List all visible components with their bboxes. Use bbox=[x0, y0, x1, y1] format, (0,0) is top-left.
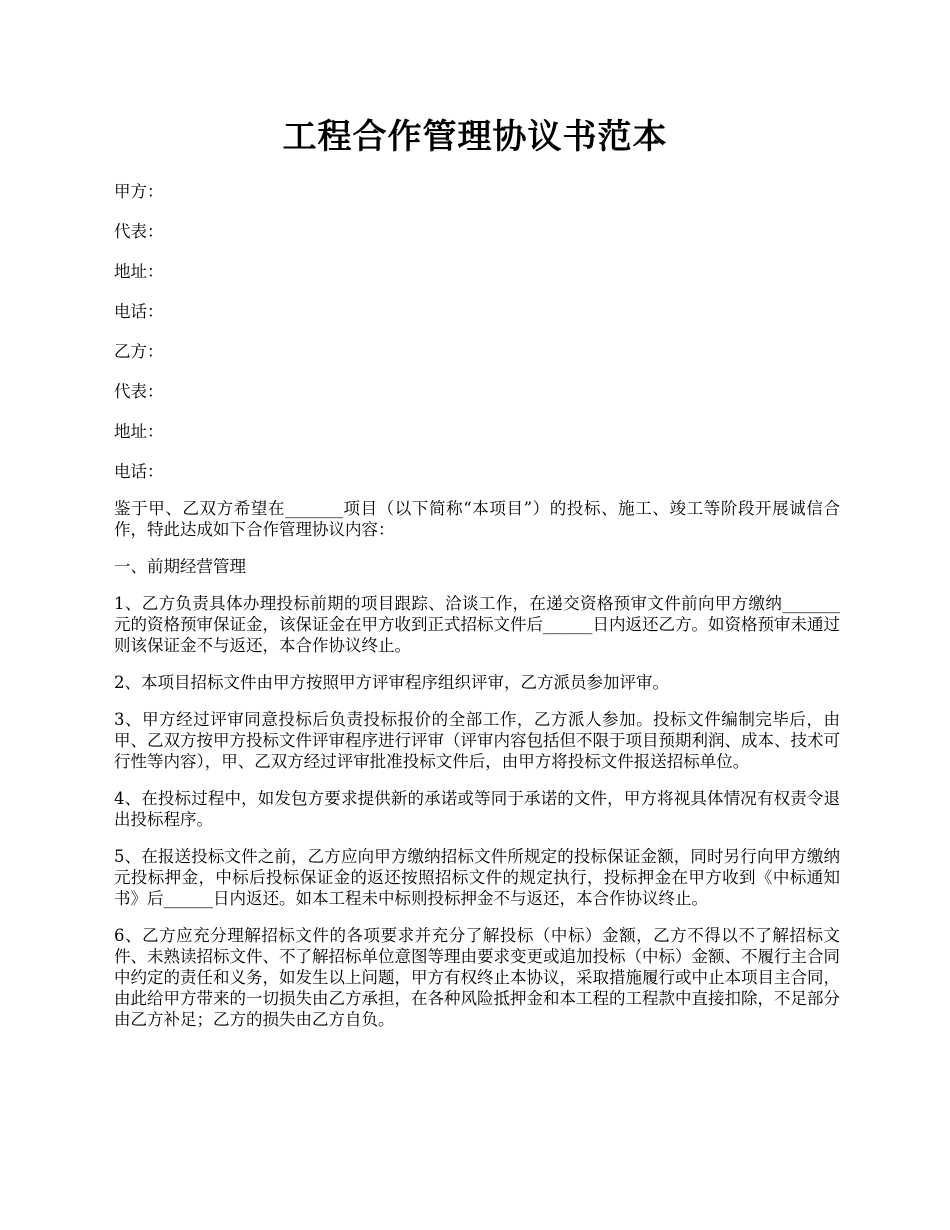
clause-1: 1、乙方负责具体办理投标前期的项目跟踪、洽谈工作，在递交资格预审文件前向甲方缴纳_______元的资格预审保证金，该保证金在甲方收到正式招标文件后______日内返还乙方。如资格预审未通过则该保证金不与返还，本合作协议终止。 bbox=[114, 594, 840, 655]
section-heading: 一、前期经营管理 bbox=[114, 557, 246, 576]
party-a-phone-label: 电话： bbox=[114, 302, 164, 321]
party-a-address-label: 地址： bbox=[114, 262, 164, 281]
party-b-address-label: 地址： bbox=[114, 422, 164, 441]
party-b-phone-label: 电话： bbox=[114, 462, 164, 481]
preamble-paragraph: 鉴于甲、乙双方希望在_______项目（以下简称“本项目”）的投标、施工、竣工等阶段开展诚信合作，特此达成如下合作管理协议内容： bbox=[114, 499, 840, 539]
clause-3: 3、甲方经过评审同意投标后负责投标报价的全部工作，乙方派人参加。投标文件编制完毕后，由甲、乙双方按甲方投标文件评审程序进行评审（评审内容包括但不限于项目预期利润、成本、技术可行性等内容），甲、乙双方经过评审批准投标文件后，由甲方将投标文件报送招标单位。 bbox=[114, 710, 840, 771]
document-title: 工程合作管理协议书范本 bbox=[282, 117, 668, 157]
party-b-representative-label: 代表： bbox=[114, 382, 164, 401]
party-a-representative-label: 代表： bbox=[114, 222, 164, 241]
clause-4: 4、在投标过程中，如发包方要求提供新的承诺或等同于承诺的文件，甲方将视具体情况有权责令退出投标程序。 bbox=[114, 789, 840, 829]
document-body bbox=[114, 180, 840, 1046]
clause-2: 2、本项目招标文件由甲方按照甲方评审程序组织评审，乙方派员参加评审。 bbox=[114, 673, 669, 692]
party-b-name-label: 乙方： bbox=[114, 342, 164, 361]
clause-6: 6、乙方应充分理解招标文件的各项要求并充分了解投标（中标）金额，乙方不得以不了解招标文件、未熟读招标文件、不了解招标单位意图等理由要求变更或追加投标（中标）金额、不履行主合同中约定的责任和义务，如发生以上问题，甲方有权终止本协议，采取措施履行或中止本项目主合同，由此给甲方带来的一切损失由乙方承担，在各种风险抵押金和本工程的工程款中直接扣除，不足部分由乙方补足；乙方的损失由乙方自负。 bbox=[114, 926, 840, 1029]
clause-5: 5、在报送投标文件之前，乙方应向甲方缴纳招标文件所规定的投标保证金额，同时另行向甲方缴纳元投标押金，中标后投标保证金的返还按照招标文件的规定执行，投标押金在甲方收到《中标通知书》后______日内返还。如本工程未中标则投标押金不与返还，本合作协议终止。 bbox=[114, 847, 840, 908]
party-a-name-label: 甲方： bbox=[114, 182, 164, 201]
